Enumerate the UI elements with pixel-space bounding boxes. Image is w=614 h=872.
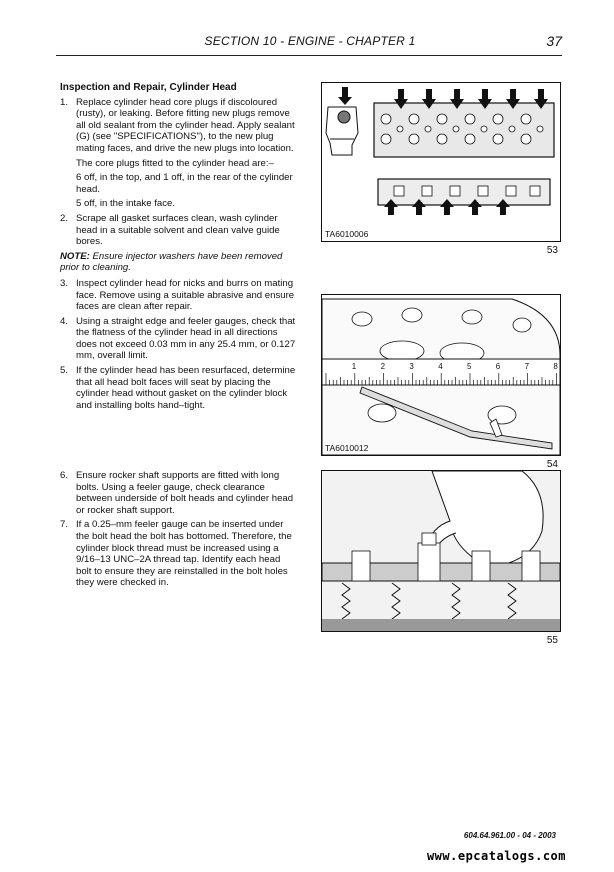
item-number: 4.	[60, 315, 69, 327]
item-text: Scrape all gasket surfaces clean, wash cylinder head in a suitable solvent and clean valve guide bores.	[76, 212, 280, 248]
note-label: NOTE:	[60, 250, 90, 262]
figure-55-bolt-clearance-check	[321, 470, 561, 632]
list-item-2	[60, 213, 298, 248]
cylinder-head-drawing	[322, 83, 560, 241]
document-reference: 604.64.961.00 - 04 - 2003	[463, 831, 556, 840]
item-number: 7.	[60, 519, 69, 531]
section-title: SECTION 10 - ENGINE - CHAPTER 1	[204, 34, 416, 48]
ruler-label: 1	[351, 362, 357, 371]
ruler-label: 4	[438, 362, 443, 371]
item-text: Using a straight edge and feeler gauges, check that the flatness of the cylinder head in all directions does not exceed 0.03 mm in any 25.4 mm, or 0.127 mm, overall limit.	[76, 315, 296, 362]
item-text: Replace cylinder head core plugs if discoloured (rusty), or leaking. Before fitting new plugs remove all old sealant from the cylinder head. Apply sealant (G) (see "SPECIFICATIONS"), to the new plug mating faces, and drive the new plugs into location.	[76, 96, 295, 154]
straight-edge-drawing	[322, 295, 560, 455]
item-text: Inspect cylinder head for nicks and burrs on mating face. Remove using a suitable abrasive and ensure faces are clean after repair.	[76, 277, 295, 313]
list-item-7	[60, 519, 298, 589]
list-item-6	[60, 470, 298, 516]
figure-number: 55	[546, 635, 558, 646]
page-number: 37	[546, 33, 562, 49]
ruler-label: 8	[553, 362, 558, 371]
section-heading: Inspection and Repair, Cylinder Head	[60, 82, 237, 93]
ruler-label: 5	[467, 362, 472, 371]
figure-number: 53	[546, 245, 558, 256]
core-plugs-top: 6 off, in the top, and 1 off, in the rear of the cylinder head.	[76, 172, 293, 195]
figure-53-cylinder-head-core-plugs	[321, 82, 561, 242]
list-item-1	[60, 97, 298, 155]
figure-54-straight-edge-check	[321, 294, 561, 456]
note-text: Ensure injector washers have been removed prior to cleaning.	[60, 250, 283, 274]
header-rule	[56, 55, 562, 56]
text-block-bottom	[60, 470, 298, 592]
list-item-5	[60, 365, 298, 411]
item-number: 2.	[60, 212, 69, 224]
item-text: If the cylinder head has been resurfaced, determine that all head bolt faces will seat by placing the cylinder head without gasket on the cylinder block and installing bolts hand–tight.	[76, 365, 296, 411]
list-item-3	[60, 278, 298, 313]
list-item-4	[60, 316, 298, 362]
ruler-label: 3	[409, 362, 414, 371]
ruler-label: 6	[495, 362, 501, 371]
figure-code: TA6010006	[325, 229, 369, 239]
text-block-top	[60, 82, 298, 414]
item-text: Ensure rocker shaft supports are fitted with long bolts. Using a feeler gauge, check clearance between underside of bolt heads and cylinder head or rocker shaft support.	[76, 470, 294, 516]
item-text: If a 0.25–mm feeler gauge can be inserted under the bolt head the bolt has bottomed. Therefore, the cylinder block thread must be increased using a 9/16–13 UNC–2A thread tap. Identify each head bolt to ensure they are reinstalled in the bolt holes they were checked in.	[76, 519, 292, 589]
item-number: 5.	[60, 365, 69, 377]
core-plugs-intro: The core plugs fitted to the cylinder head are:–	[76, 157, 274, 169]
figure-number: 54	[546, 459, 558, 470]
figure-code: TA6010012	[325, 443, 369, 453]
watermark-url: www.epcatalogs.com	[426, 849, 566, 863]
ruler-label: 7	[524, 362, 530, 371]
item-number: 6.	[60, 470, 69, 481]
core-plugs-intake: 5 off, in the intake face.	[76, 198, 176, 210]
note	[60, 251, 298, 274]
ruler-label: 2	[380, 362, 386, 371]
item-number: 1.	[60, 96, 69, 108]
item-number: 3.	[60, 277, 69, 289]
bolt-check-drawing	[322, 471, 560, 631]
